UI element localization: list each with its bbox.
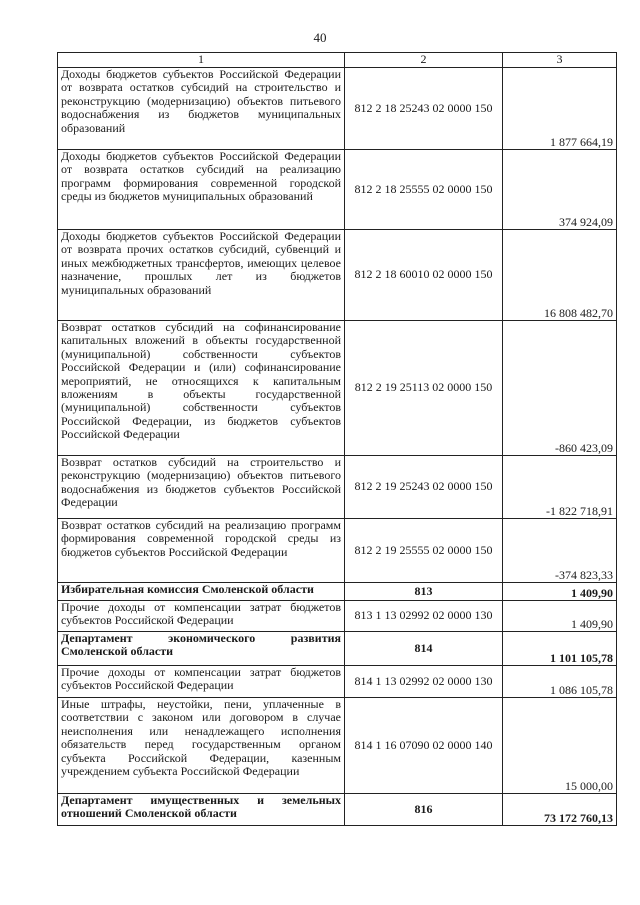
row-description: Иные штрафы, неустойки, пени, уплаченные в соответствии с законом или договором в случае неисполнения или ненадлежащего исполнения обязательств перед государственным органом субъекта Российской Федерации, казенным учреждением субъекта Российской Федерации bbox=[58, 698, 345, 794]
row-amount: 15 000,00 bbox=[503, 698, 617, 794]
department-row bbox=[58, 632, 617, 666]
row-description: Возврат остатков субсидий на реализацию программ формирования современной городской среды из бюджетов субъектов Российской Федерации bbox=[58, 519, 345, 583]
row-description: Прочие доходы от компенсации затрат бюджетов субъектов Российской Федерации bbox=[58, 666, 345, 698]
column-header-1: 1 bbox=[58, 53, 345, 68]
row-code: 812 2 18 25243 02 0000 150 bbox=[345, 68, 503, 150]
table-row bbox=[58, 519, 617, 583]
row-code: 812 2 18 25555 02 0000 150 bbox=[345, 150, 503, 230]
row-description: Возврат остатков субсидий на строительство и реконструкцию (модернизацию) объектов питьевого водоснабжения из бюджетов субъектов Российской Федерации bbox=[58, 456, 345, 519]
department-name: Избирательная комиссия Смоленской области bbox=[58, 583, 345, 601]
department-total: 73 172 760,13 bbox=[503, 794, 617, 826]
budget-revenue-table bbox=[57, 52, 617, 826]
row-code: 814 1 13 02992 02 0000 130 bbox=[345, 666, 503, 698]
department-code: 816 bbox=[345, 794, 503, 826]
table-row bbox=[58, 698, 617, 794]
row-description: Прочие доходы от компенсации затрат бюджетов субъектов Российской Федерации bbox=[58, 601, 345, 632]
row-description: Доходы бюджетов субъектов Российской Федерации от возврата остатков субсидий на строительство и реконструкцию (модернизацию) объектов питьевого водоснабжения из бюджетов муниципальных образований bbox=[58, 68, 345, 150]
column-header-2: 2 bbox=[345, 53, 503, 68]
row-amount: 16 808 482,70 bbox=[503, 230, 617, 321]
row-amount: -860 423,09 bbox=[503, 321, 617, 456]
row-amount: 1 086 105,78 bbox=[503, 666, 617, 698]
row-code: 812 2 19 25113 02 0000 150 bbox=[345, 321, 503, 456]
row-code: 812 2 19 25555 02 0000 150 bbox=[345, 519, 503, 583]
row-amount: -1 822 718,91 bbox=[503, 456, 617, 519]
row-description: Возврат остатков субсидий на софинансирование капитальных вложений в объекты государственной (муниципальной) собственности субъектов Российской Федерации и (или) софинансирование мероприятий, не относящихся к капитальным вложениям в объекты государственной (муниципальной) собственности субъектов Российской Федерации, из бюджетов субъектов Российской Федерации bbox=[58, 321, 345, 456]
table-row bbox=[58, 150, 617, 230]
department-code: 814 bbox=[345, 632, 503, 666]
column-header-3: 3 bbox=[503, 53, 617, 68]
row-amount: 1 877 664,19 bbox=[503, 68, 617, 150]
row-amount: 374 924,09 bbox=[503, 150, 617, 230]
table-row bbox=[58, 601, 617, 632]
department-total: 1 101 105,78 bbox=[503, 632, 617, 666]
table-row bbox=[58, 321, 617, 456]
department-code: 813 bbox=[345, 583, 503, 601]
row-code: 814 1 16 07090 02 0000 140 bbox=[345, 698, 503, 794]
table-header-row bbox=[58, 53, 617, 68]
row-description: Доходы бюджетов субъектов Российской Федерации от возврата остатков субсидий на реализацию программ формирования современной городской среды из бюджетов муниципальных образований bbox=[58, 150, 345, 230]
department-name: Департамент имущественных и земельных отношений Смоленской области bbox=[58, 794, 345, 826]
department-name: Департамент экономического развития Смоленской области bbox=[58, 632, 345, 666]
row-amount: -374 823,33 bbox=[503, 519, 617, 583]
row-code: 812 2 18 60010 02 0000 150 bbox=[345, 230, 503, 321]
row-amount: 1 409,90 bbox=[503, 601, 617, 632]
table-row bbox=[58, 230, 617, 321]
row-description: Доходы бюджетов субъектов Российской Федерации от возврата прочих остатков субсидий, субвенций и иных межбюджетных трансфертов, имеющих целевое назначение, прошлых лет из бюджетов муниципальных образований bbox=[58, 230, 345, 321]
department-row bbox=[58, 583, 617, 601]
table-row bbox=[58, 456, 617, 519]
row-code: 812 2 19 25243 02 0000 150 bbox=[345, 456, 503, 519]
page-number: 40 bbox=[313, 30, 327, 45]
department-row bbox=[58, 794, 617, 826]
department-total: 1 409,90 bbox=[503, 583, 617, 601]
table-row bbox=[58, 68, 617, 150]
table-row bbox=[58, 666, 617, 698]
row-code: 813 1 13 02992 02 0000 130 bbox=[345, 601, 503, 632]
